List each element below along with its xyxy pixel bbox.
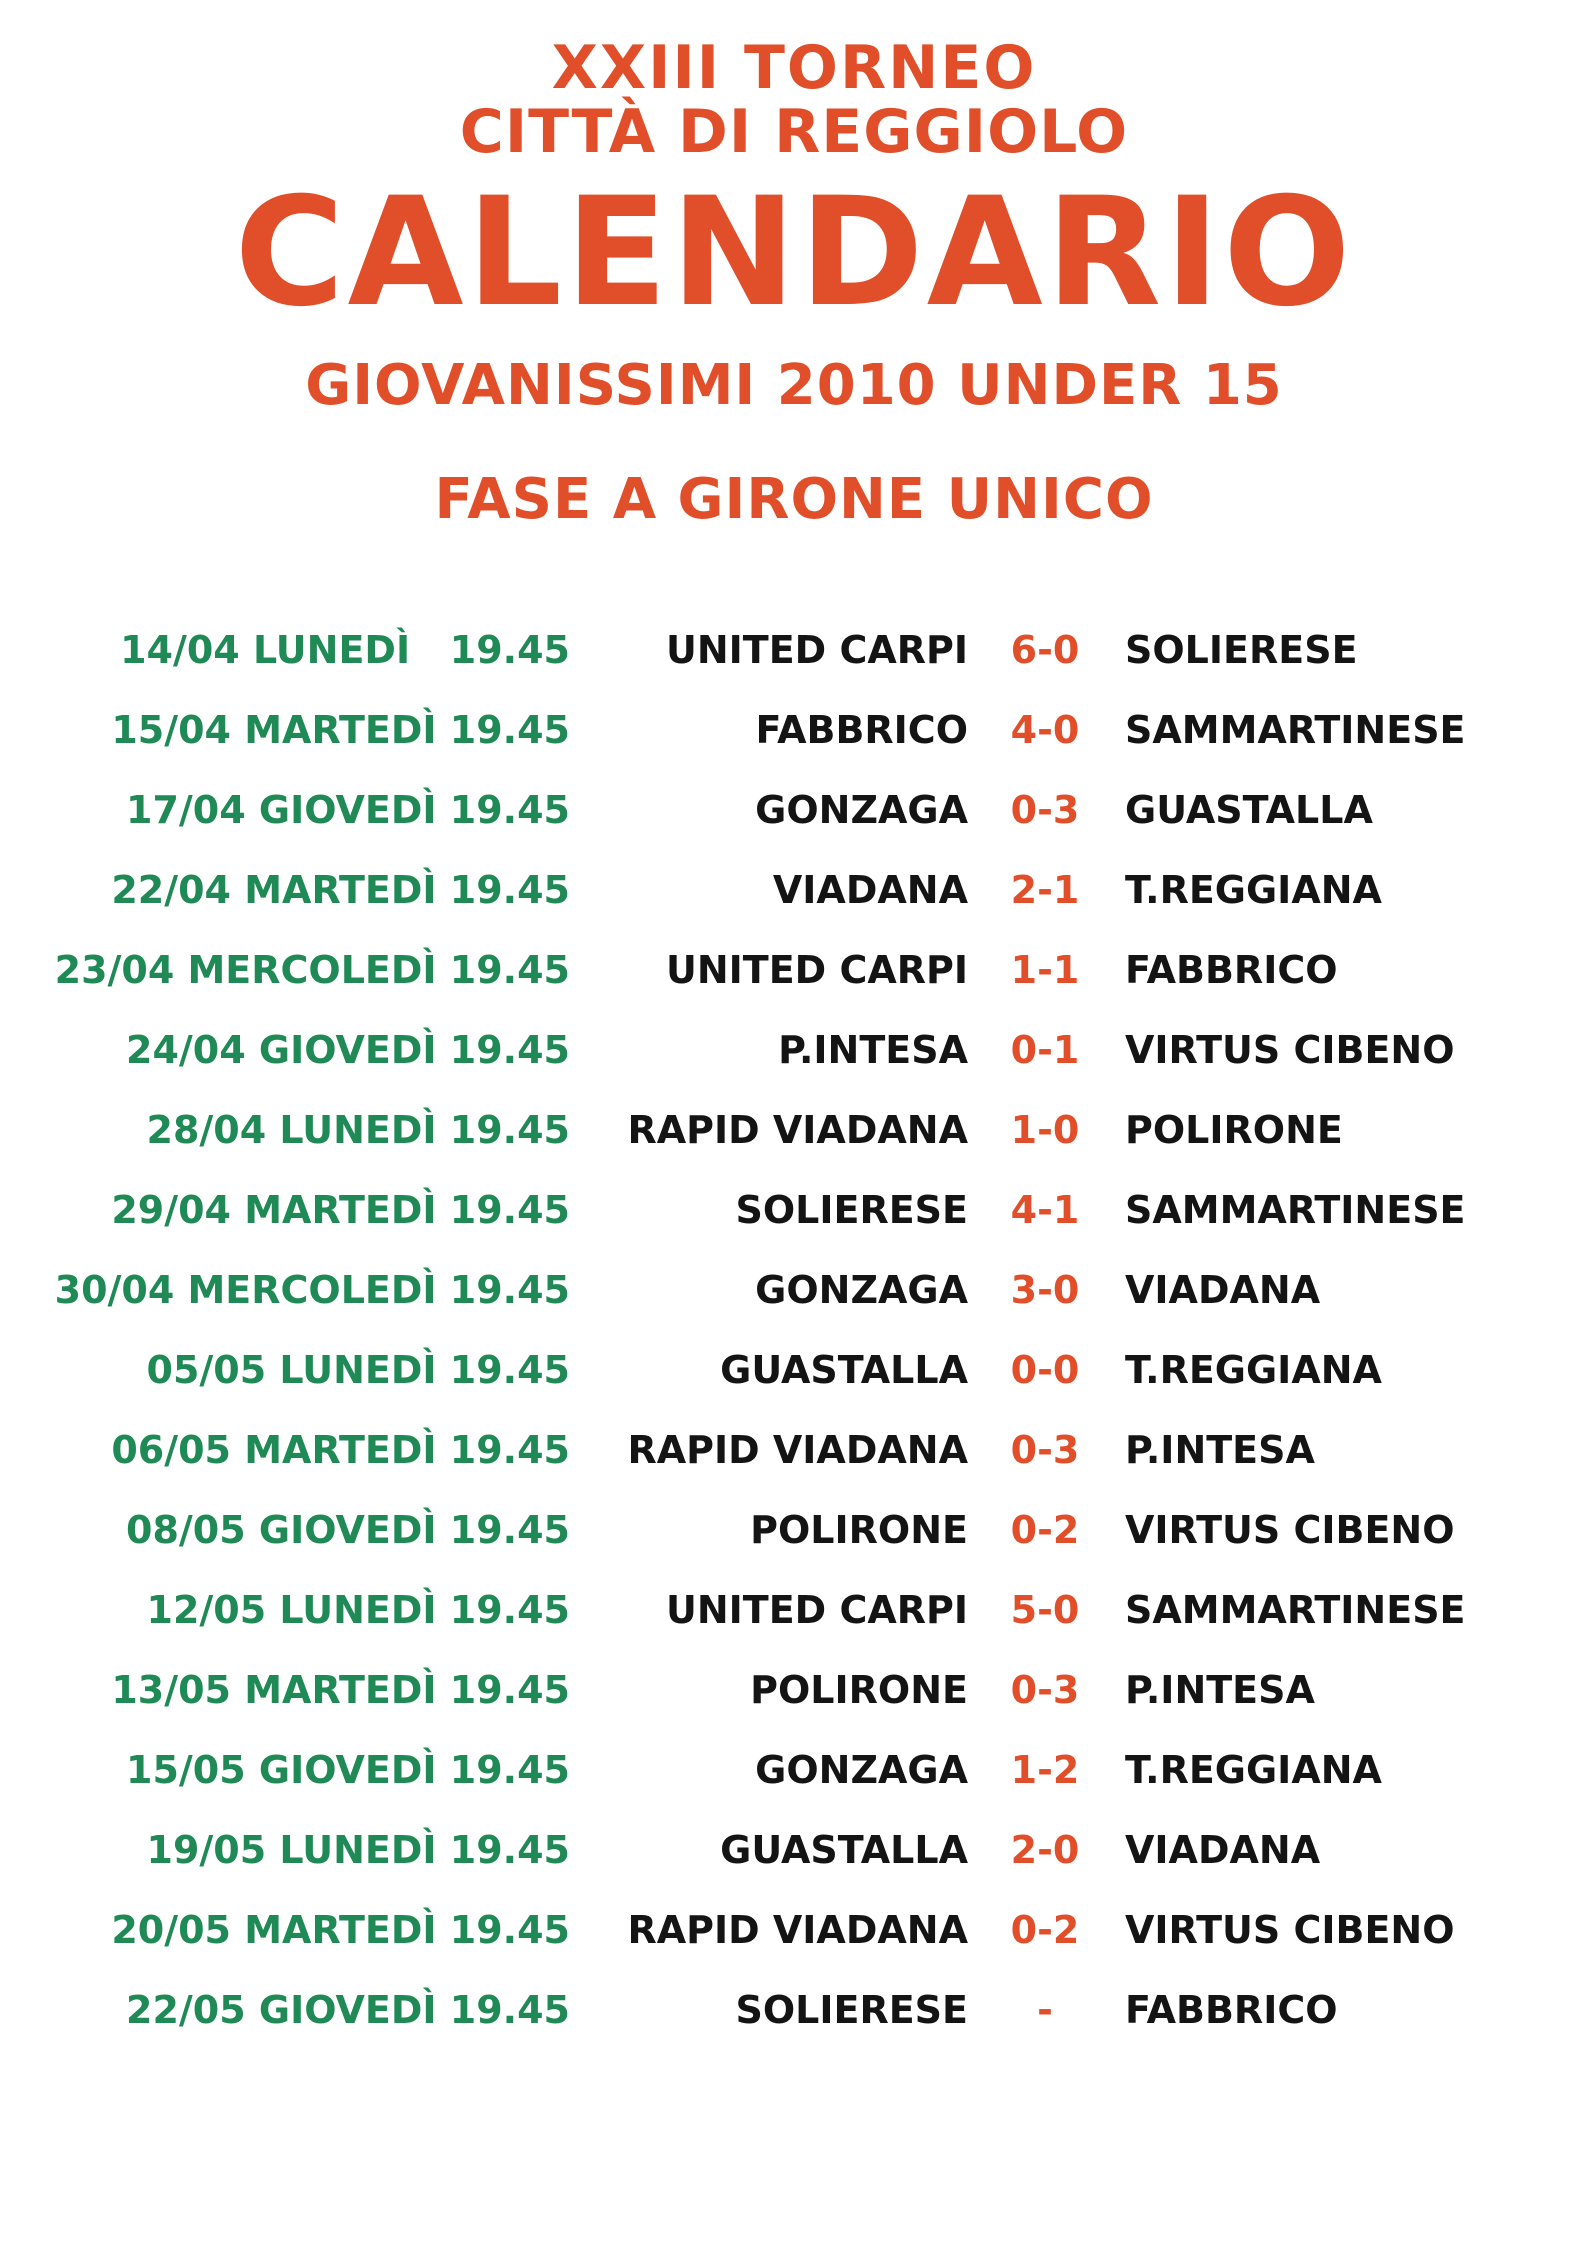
- match-date: 08/05 GIOVEDÌ 19.45: [126, 1508, 570, 1552]
- home-team: P.INTESA: [778, 1028, 968, 1072]
- match-date: 22/05 GIOVEDÌ 19.45: [126, 1988, 570, 2032]
- match-score: 5-0: [1010, 1588, 1080, 1632]
- page-title: CALENDARIO: [234, 166, 1354, 340]
- away-team: VIRTUS CIBENO: [1125, 1028, 1455, 1072]
- match-row: [0, 1980, 1588, 2060]
- match-date: 19/05 LUNEDÌ 19.45: [146, 1828, 570, 1872]
- tournament-edition: XXIII TORNEO: [551, 33, 1037, 103]
- match-date: 05/05 LUNEDÌ 19.45: [146, 1348, 570, 1392]
- home-team: UNITED CARPI: [666, 628, 968, 672]
- away-team: VIADANA: [1125, 1828, 1321, 1872]
- away-team: GUASTALLA: [1125, 788, 1373, 832]
- match-score: 0-2: [1010, 1508, 1080, 1552]
- match-score: 0-3: [1010, 1428, 1080, 1472]
- match-date: 06/05 MARTEDÌ 19.45: [111, 1428, 570, 1472]
- match-score: 0-0: [1010, 1348, 1080, 1392]
- away-team: SAMMARTINESE: [1125, 708, 1466, 752]
- match-row: [0, 860, 1588, 940]
- match-row: [0, 780, 1588, 860]
- home-team: SOLIERESE: [735, 1188, 968, 1232]
- away-team: SAMMARTINESE: [1125, 1588, 1466, 1632]
- match-row: [0, 1340, 1588, 1420]
- match-date: 13/05 MARTEDÌ 19.45: [111, 1668, 570, 1712]
- match-row: [0, 1660, 1588, 1740]
- home-team: GUASTALLA: [720, 1828, 968, 1872]
- away-team: SAMMARTINESE: [1125, 1188, 1466, 1232]
- match-row: [0, 1580, 1588, 1660]
- match-score: -: [1037, 1988, 1053, 2032]
- home-team: FABBRICO: [755, 708, 968, 752]
- match-row: [0, 1100, 1588, 1180]
- away-team: POLIRONE: [1125, 1108, 1343, 1152]
- home-team: UNITED CARPI: [666, 1588, 968, 1632]
- match-row: [0, 1820, 1588, 1900]
- match-date: 20/05 MARTEDÌ 19.45: [111, 1908, 570, 1952]
- match-date: 12/05 LUNEDÌ 19.45: [146, 1588, 570, 1632]
- home-team: GONZAGA: [755, 1268, 968, 1312]
- match-row: [0, 1900, 1588, 1980]
- match-row: [0, 940, 1588, 1020]
- match-score: 1-0: [1010, 1108, 1080, 1152]
- match-score: 1-1: [1010, 948, 1080, 992]
- category-subtitle: GIOVANISSIMI 2010 UNDER 15: [305, 353, 1283, 418]
- match-row: [0, 1500, 1588, 1580]
- match-date: 22/04 MARTEDÌ 19.45: [111, 868, 570, 912]
- match-date: 30/04 MERCOLEDÌ 19.45: [54, 1268, 570, 1312]
- home-team: POLIRONE: [750, 1668, 968, 1712]
- match-date: 15/04 MARTEDÌ 19.45: [111, 708, 570, 752]
- match-date: 23/04 MERCOLEDÌ 19.45: [54, 948, 570, 992]
- home-team: POLIRONE: [750, 1508, 968, 1552]
- match-score: 3-0: [1010, 1268, 1080, 1312]
- match-row: [0, 620, 1588, 700]
- home-team: RAPID VIADANA: [627, 1108, 968, 1152]
- match-date: 24/04 GIOVEDÌ 19.45: [126, 1028, 570, 1072]
- match-row: [0, 700, 1588, 780]
- away-team: VIADANA: [1125, 1268, 1321, 1312]
- match-date: 29/04 MARTEDÌ 19.45: [111, 1188, 570, 1232]
- match-row: [0, 1020, 1588, 1100]
- match-date: 14/04 LUNEDÌ 19.45: [120, 628, 570, 672]
- match-score: 0-1: [1010, 1028, 1080, 1072]
- match-score: 0-3: [1010, 788, 1080, 832]
- home-team: VIADANA: [772, 868, 968, 912]
- away-team: FABBRICO: [1125, 948, 1338, 992]
- match-row: [0, 1420, 1588, 1500]
- match-score: 2-0: [1010, 1828, 1080, 1872]
- away-team: T.REGGIANA: [1125, 1348, 1382, 1392]
- tournament-city: CITTÀ DI REGGIOLO: [459, 97, 1129, 167]
- match-score: 2-1: [1010, 868, 1080, 912]
- away-team: FABBRICO: [1125, 1988, 1338, 2032]
- home-team: GONZAGA: [755, 788, 968, 832]
- match-score: 0-3: [1010, 1668, 1080, 1712]
- away-team: P.INTESA: [1125, 1428, 1315, 1472]
- away-team: VIRTUS CIBENO: [1125, 1908, 1455, 1952]
- match-row: [0, 1740, 1588, 1820]
- match-date: 28/04 LUNEDÌ 19.45: [146, 1108, 570, 1152]
- home-team: RAPID VIADANA: [627, 1908, 968, 1952]
- phase-label: FASE A GIRONE UNICO: [434, 467, 1154, 532]
- home-team: RAPID VIADANA: [627, 1428, 968, 1472]
- away-team: T.REGGIANA: [1125, 868, 1382, 912]
- home-team: GUASTALLA: [720, 1348, 968, 1392]
- away-team: SOLIERESE: [1125, 628, 1358, 672]
- away-team: P.INTESA: [1125, 1668, 1315, 1712]
- match-row: [0, 1260, 1588, 1340]
- home-team: GONZAGA: [755, 1748, 968, 1792]
- home-team: UNITED CARPI: [666, 948, 968, 992]
- match-score: 0-2: [1010, 1908, 1080, 1952]
- match-score: 1-2: [1010, 1748, 1080, 1792]
- match-score: 6-0: [1010, 628, 1080, 672]
- match-date: 15/05 GIOVEDÌ 19.45: [126, 1748, 570, 1792]
- away-team: VIRTUS CIBENO: [1125, 1508, 1455, 1552]
- match-date: 17/04 GIOVEDÌ 19.45: [126, 788, 570, 832]
- home-team: SOLIERESE: [735, 1988, 968, 2032]
- match-score: 4-1: [1010, 1188, 1080, 1232]
- away-team: T.REGGIANA: [1125, 1748, 1382, 1792]
- match-row: [0, 1180, 1588, 1260]
- match-score: 4-0: [1010, 708, 1080, 752]
